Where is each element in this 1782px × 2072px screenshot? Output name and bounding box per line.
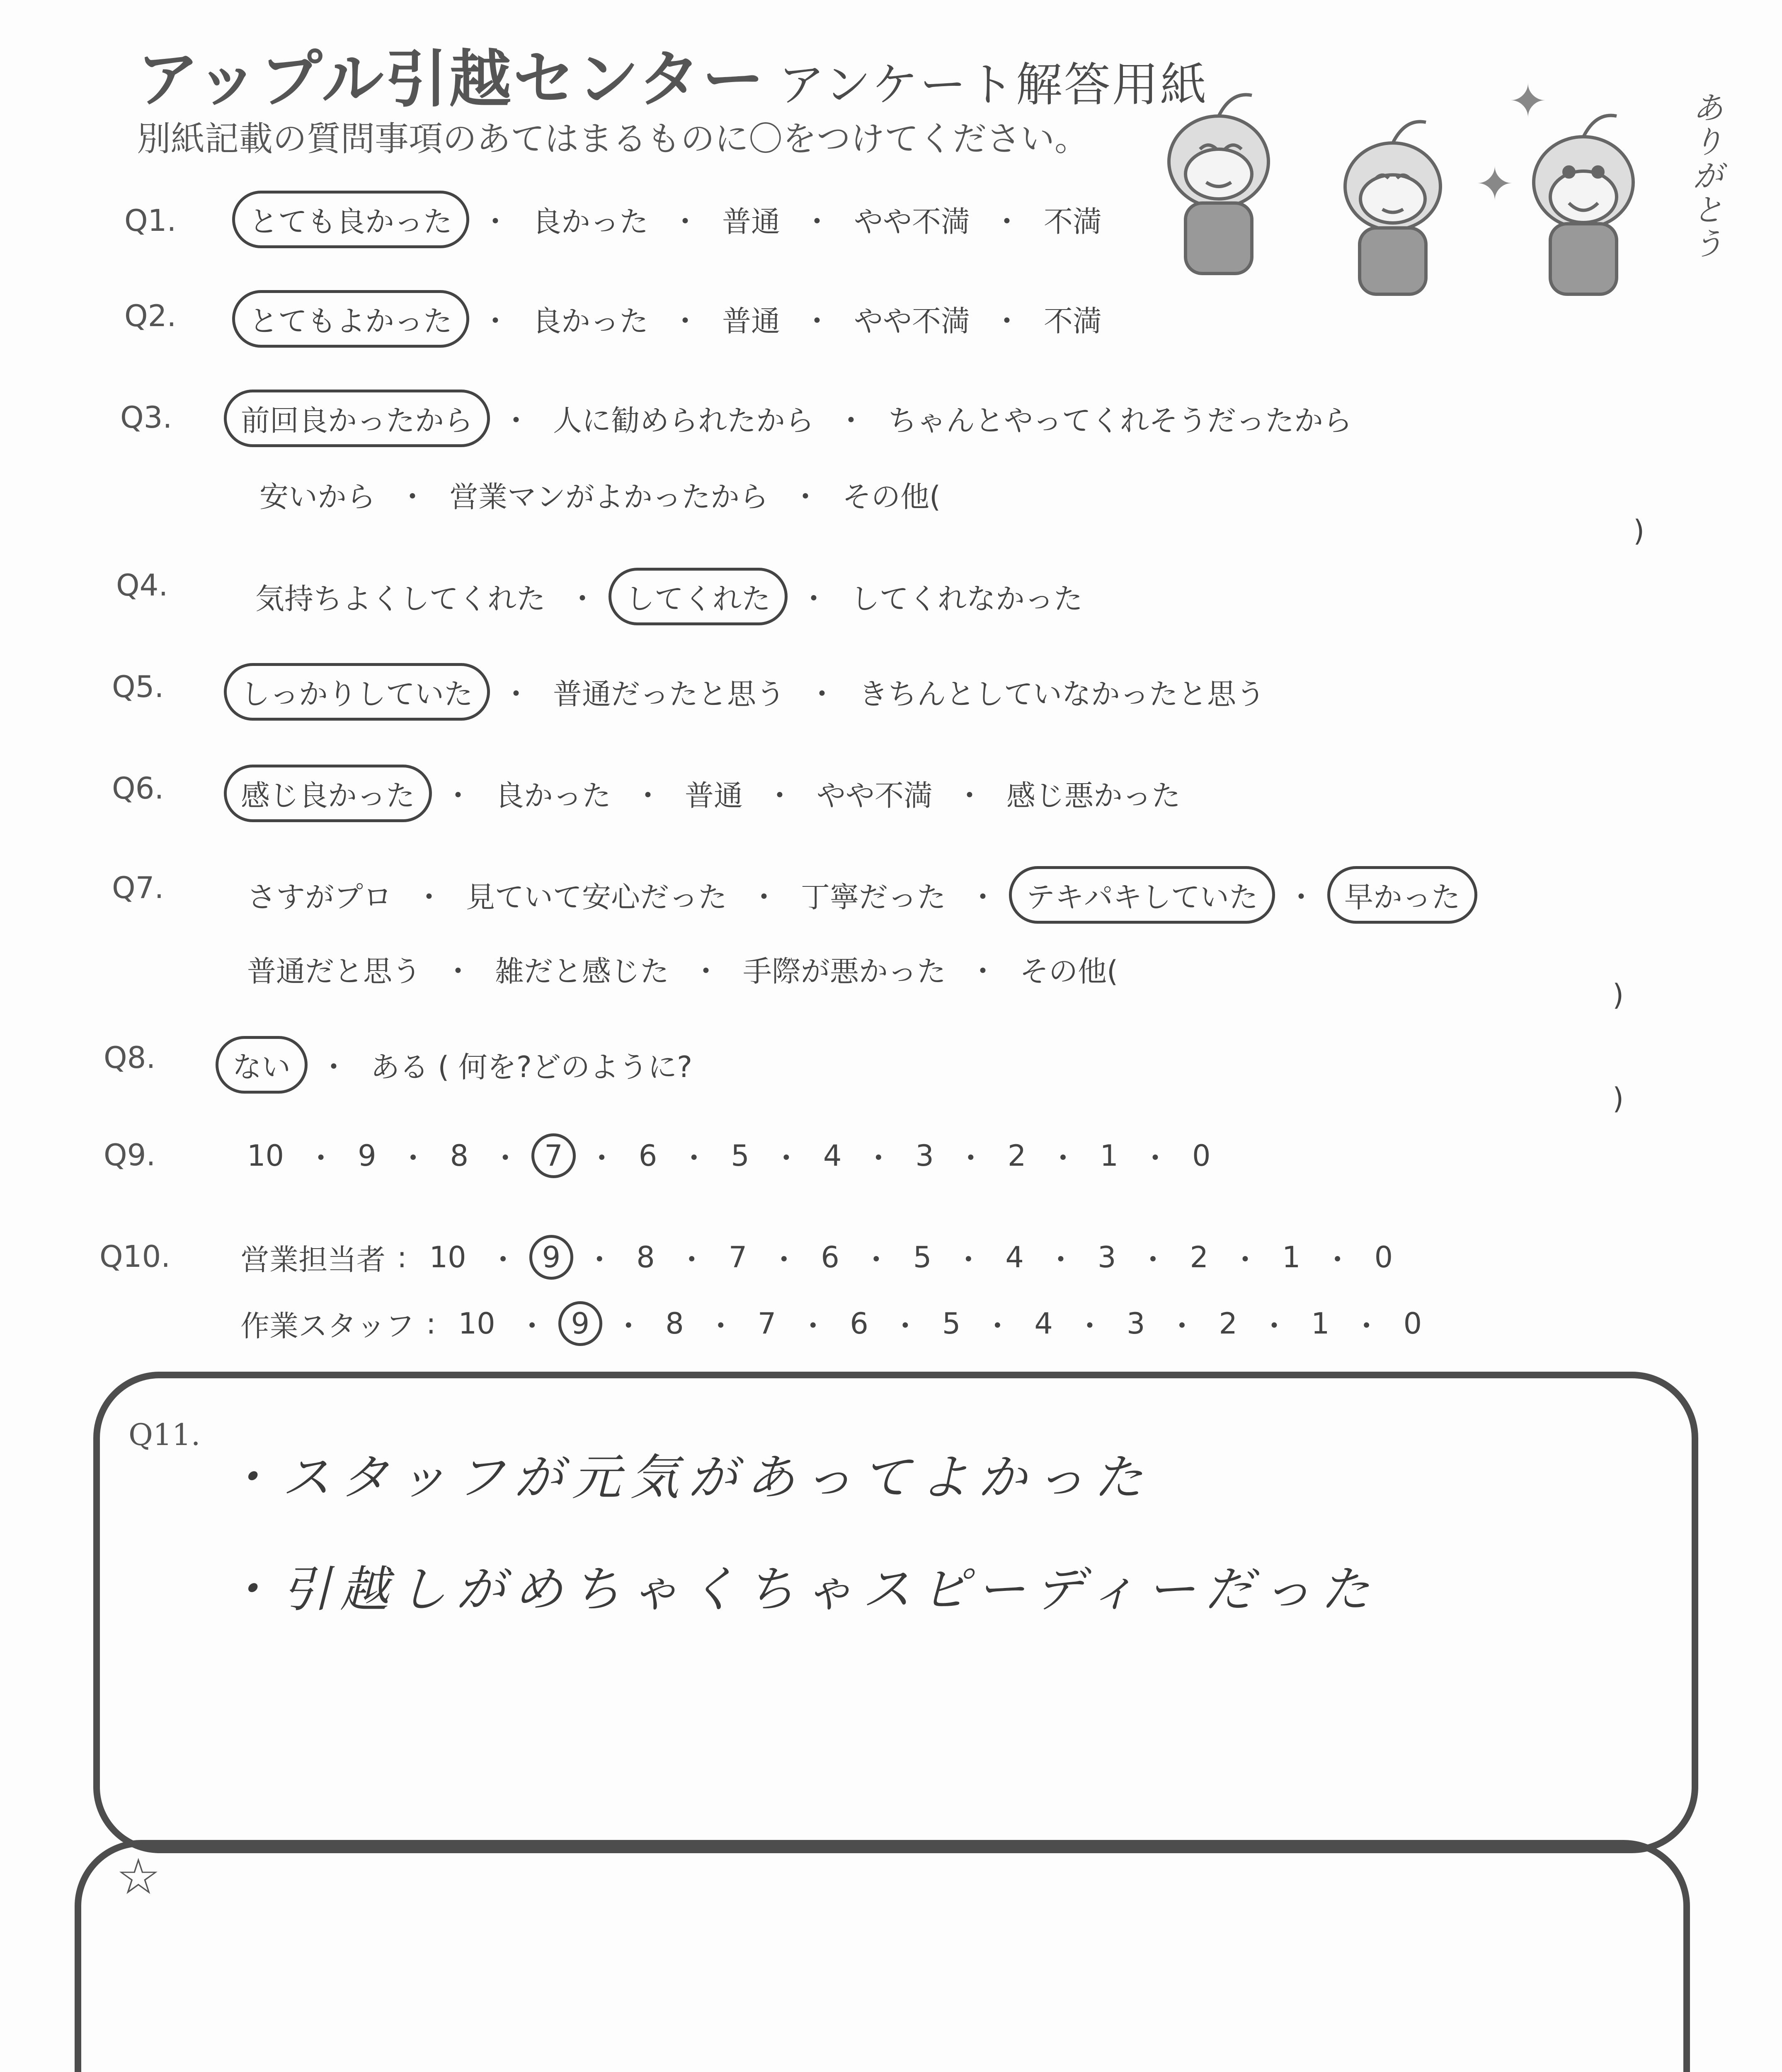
q10-staff-score[interactable]: 9 [558, 1301, 603, 1346]
q10-sales-label: 営業担当者 [240, 1242, 385, 1277]
q5-label: Q5. [112, 669, 164, 704]
q10-staff-score[interactable]: 10 [458, 1307, 495, 1341]
q9-label: Q9. [104, 1138, 156, 1172]
q7-options-line2: 普通だと思う ・ 雑だと感じた ・ 手際が悪かった ・ その他( [236, 945, 1129, 993]
q11-answer-line: ・スタッフが元気があってよかった [224, 1449, 1152, 1506]
q10-sales-colon: : [397, 1240, 407, 1274]
q9-score[interactable]: 6 [638, 1139, 657, 1173]
q8-close-paren: ) [1612, 1082, 1624, 1116]
q10-sales-score[interactable]: 7 [728, 1240, 747, 1274]
q4-option[interactable]: してくれなかった [851, 582, 1083, 616]
q10-sales-score[interactable]: 5 [913, 1240, 932, 1274]
q2-options: とてもよかった ・ 良かった ・ 普通 ・ やや不満 ・ 不満 [232, 290, 1113, 348]
q8-option[interactable]: ない [216, 1036, 308, 1094]
q10-sales-scale: 営業担当者 : 10 ・ 9 ・ 8 ・ 7 ・ 6 ・ 5 ・ 4 ・ 3 ・ 2 ・ 1 ・ 0 [240, 1235, 1404, 1280]
q1-option[interactable]: とても良かった [232, 191, 469, 248]
mascot-caption: ありがとう [1687, 91, 1724, 261]
q10-staff-score[interactable]: 6 [850, 1307, 868, 1341]
q10-staff-score[interactable]: 7 [757, 1307, 776, 1341]
q1-label: Q1. [124, 203, 177, 238]
q6-option[interactable]: 感じ悪かった [1006, 779, 1181, 813]
q10-staff-colon: : [426, 1307, 436, 1341]
q10-sales-score[interactable]: 8 [636, 1240, 655, 1274]
q2-label: Q2. [124, 298, 177, 333]
q7-label: Q7. [112, 870, 164, 905]
q3-option[interactable]: その他( [842, 480, 941, 514]
q3-label: Q3. [120, 400, 172, 435]
q10-sales-score[interactable]: 6 [821, 1240, 839, 1274]
q7-option[interactable]: さすがプロ [247, 880, 392, 914]
q10-sales-score[interactable]: 10 [429, 1240, 466, 1274]
q5-option[interactable]: しっかりしていた [224, 663, 490, 721]
q9-score[interactable]: 3 [915, 1139, 934, 1173]
q2-option[interactable]: やや不満 [854, 304, 970, 338]
q1-option[interactable]: やや不満 [854, 205, 970, 239]
free-comment-box[interactable] [75, 1840, 1690, 2072]
q3-option[interactable]: 前回良かったから [224, 390, 490, 447]
q10-sales-score[interactable]: 4 [1005, 1240, 1024, 1274]
q7-option[interactable]: 早かった [1327, 866, 1477, 924]
q6-label: Q6. [112, 771, 164, 806]
q11-answer-line: ・引越しがめちゃくちゃスピーディーだった [224, 1561, 1379, 1618]
q10-label: Q10. [99, 1239, 171, 1274]
q9-score[interactable]: 1 [1100, 1139, 1118, 1173]
form-title: アンケート解答用紙 [778, 58, 1208, 112]
q5-option[interactable]: きちんとしていなかったと思う [859, 677, 1265, 711]
q10-staff-score[interactable]: 0 [1403, 1307, 1422, 1341]
q10-sales-score[interactable]: 3 [1097, 1240, 1116, 1274]
q7-option[interactable]: テキパキしていた [1009, 866, 1275, 924]
q10-staff-score[interactable]: 8 [665, 1307, 684, 1341]
q7-option[interactable]: その他( [1020, 954, 1118, 988]
q10-sales-score[interactable]: 9 [529, 1235, 574, 1280]
q6-options: 感じ良かった ・ 良かった ・ 普通 ・ やや不満 ・ 感じ悪かった [224, 765, 1191, 822]
q9-score[interactable]: 0 [1192, 1139, 1211, 1173]
q10-staff-label: 作業スタッフ [240, 1309, 415, 1343]
q9-scale: 10 ・ 9 ・ 8 ・ 7 ・ 6 ・ 5 ・ 4 ・ 3 ・ 2 ・ 1 ・ 0 [236, 1133, 1222, 1178]
q11-label: Q11. [128, 1417, 201, 1452]
q1-option[interactable]: 普通 [722, 205, 780, 239]
q7-option[interactable]: 雑だと感じた [495, 954, 669, 988]
q4-options: 気持ちよくしてくれた ・ してくれた ・ してくれなかった [245, 568, 1093, 625]
q2-option[interactable]: 良かった [532, 304, 648, 338]
q10-staff-score[interactable]: 4 [1034, 1307, 1053, 1341]
q2-option[interactable]: 普通 [722, 304, 780, 338]
q10-staff-score[interactable]: 1 [1311, 1307, 1330, 1341]
q8-option[interactable]: ある ( 何を?どのように? [371, 1050, 693, 1084]
brand-name: アップル引越センター [137, 44, 766, 116]
instruction-text: 別紙記載の質問事項のあてはまるものに〇をつけてください。 [137, 119, 1089, 159]
q3-close-paren: ) [1633, 514, 1645, 548]
q9-score[interactable]: 8 [450, 1139, 469, 1173]
q10-staff-score[interactable]: 3 [1126, 1307, 1145, 1341]
q10-sales-score[interactable]: 2 [1190, 1240, 1209, 1274]
q10-staff-score[interactable]: 2 [1219, 1307, 1238, 1341]
q7-close-paren: ) [1612, 978, 1624, 1012]
q8-options: ない ・ ある ( 何を?どのように? [216, 1036, 703, 1094]
sparkle-icon: ✦ [1509, 75, 1547, 128]
q7-option[interactable]: 丁寧だった [801, 880, 946, 914]
q4-option[interactable]: してくれた [609, 568, 788, 625]
q4-option[interactable]: 気持ちよくしてくれた [255, 582, 546, 616]
q7-option[interactable]: 見ていて安心だった [466, 880, 727, 914]
q6-option[interactable]: 感じ良かった [224, 765, 432, 822]
q10-sales-score[interactable]: 1 [1282, 1240, 1301, 1274]
q3-options-line2: 安いから ・ 営業マンがよかったから ・ その他( [249, 470, 951, 519]
q9-score[interactable]: 2 [1007, 1139, 1026, 1173]
q8-label: Q8. [104, 1040, 156, 1075]
q5-option[interactable]: 普通だったと思う [553, 677, 785, 711]
q10-sales-score[interactable]: 0 [1374, 1240, 1393, 1274]
q3-option[interactable]: 人に勧められたから [553, 404, 814, 438]
q1-option[interactable]: 不満 [1044, 205, 1102, 239]
q7-option[interactable]: 手際が悪かった [743, 954, 946, 988]
q3-option[interactable]: 安いから [259, 480, 376, 514]
q3-option[interactable]: 営業マンがよかったから [449, 480, 769, 514]
q9-score[interactable]: 4 [823, 1139, 842, 1173]
company-title [137, 29, 1208, 119]
q4-label: Q4. [116, 568, 168, 603]
q7-option[interactable]: 普通だと思う [247, 954, 421, 988]
star-icon: ☆ [116, 1848, 161, 1906]
sparkle-icon: ✦ [1476, 157, 1514, 211]
q6-option[interactable]: 良かった [495, 779, 611, 813]
q2-option[interactable]: とてもよかった [232, 290, 469, 348]
q6-option[interactable]: 普通 [685, 779, 743, 813]
q3-options-line1: 前回良かったから ・ 人に勧められたから ・ ちゃんとやってくれそうだったから [224, 390, 1363, 447]
q1-option[interactable]: 良かった [532, 205, 648, 239]
q3-option[interactable]: ちゃんとやってくれそうだったから [888, 404, 1352, 438]
q9-score[interactable]: 9 [358, 1139, 376, 1173]
q7-options-line1: さすがプロ ・ 見ていて安心だった ・ 丁寧だった ・ テキパキしていた ・ 早かった [236, 866, 1477, 924]
q9-score[interactable]: 10 [247, 1139, 284, 1173]
q10-staff-score[interactable]: 5 [942, 1307, 961, 1341]
q5-options: しっかりしていた ・ 普通だったと思う ・ きちんとしていなかったと思う [224, 663, 1276, 721]
q9-score[interactable]: 5 [731, 1139, 749, 1173]
q9-score[interactable]: 7 [531, 1133, 576, 1178]
q6-option[interactable]: やや不満 [817, 779, 933, 813]
q2-option[interactable]: 不満 [1044, 304, 1102, 338]
q1-options: とても良かった ・ 良かった ・ 普通 ・ やや不満 ・ 不満 [232, 191, 1113, 248]
q10-staff-scale: 作業スタッフ : 10 ・ 9 ・ 8 ・ 7 ・ 6 ・ 5 ・ 4 ・ 3 ・ 2 ・ 1 ・ 0 [240, 1301, 1433, 1346]
mascot-illustration [1152, 75, 1753, 307]
